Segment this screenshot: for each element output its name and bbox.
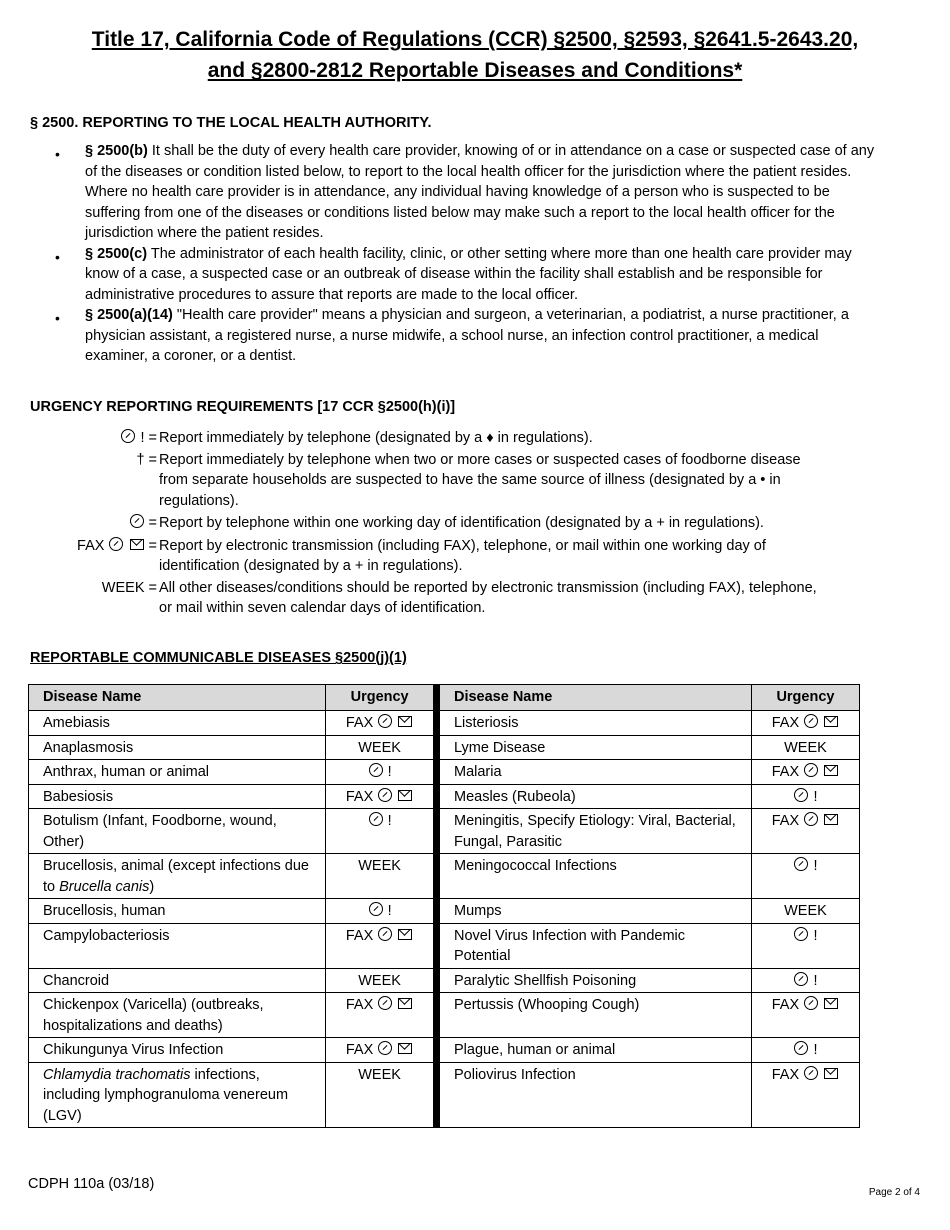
col-urgency: Urgency	[326, 685, 434, 711]
legend-text: All other diseases/conditions should be reported by electronic transmission (including FAX), telephone, or mail within seven calendar days of identification.	[159, 579, 817, 616]
urgency-cell	[326, 784, 434, 809]
document-title	[30, 24, 920, 86]
urgency-fax: FAX	[345, 1042, 374, 1058]
urgency-cell	[751, 1038, 859, 1063]
urgency-immediate: !	[387, 813, 392, 829]
page-number: Page 2 of 4	[868, 1187, 920, 1198]
urgency-fax: FAX	[771, 813, 800, 829]
disease-name-cell: Mumps	[439, 899, 751, 924]
envelope-icon	[398, 929, 412, 940]
phone-icon	[109, 537, 123, 551]
legend-text: Report immediately by telephone when two or more cases or suspected cases of foodborne disease from separate households are suspected to have the same source of illness (designated by a • in regulations).	[159, 451, 801, 509]
table-row	[29, 784, 860, 809]
envelope-icon	[824, 765, 838, 776]
envelope-icon	[824, 998, 838, 1009]
urgency-fax: FAX	[771, 764, 800, 780]
phone-icon	[378, 714, 392, 728]
disease-text: )	[149, 878, 155, 895]
disease-name-cell: Plague, human or animal	[439, 1038, 751, 1063]
envelope-icon	[398, 716, 412, 727]
disease-name-cell: Anthrax, human or animal	[29, 760, 326, 785]
disease-text-italic: Brucella canis	[59, 878, 150, 895]
urgency-cell	[326, 809, 434, 854]
envelope-icon	[130, 539, 144, 550]
bullet-ref: § 2500(b)	[85, 143, 148, 159]
legend-row	[30, 536, 830, 577]
phone-icon	[378, 1041, 392, 1055]
disease-name-cell: Malaria	[439, 760, 751, 785]
table-row	[29, 1062, 860, 1128]
phone-icon	[130, 514, 144, 528]
urgency-cell	[326, 760, 434, 785]
legend-key-text: FAX	[77, 537, 109, 554]
legend-text: Report by electronic transmission (including FAX), telephone, or mail within one working day of identification (designated by a + in regulations).	[159, 537, 766, 574]
envelope-icon	[398, 790, 412, 801]
table-row	[29, 854, 860, 899]
section-2500-heading: § 2500. REPORTING TO THE LOCAL HEALTH AUTHORITY.	[30, 115, 432, 131]
legend-text: Report immediately by telephone (designated by a ♦ in regulations).	[159, 430, 593, 446]
table-body	[29, 711, 860, 1128]
phone-icon	[794, 857, 808, 871]
phone-icon	[369, 812, 383, 826]
phone-icon	[804, 763, 818, 777]
disease-text-italic: Chlamydia trachomatis	[43, 1066, 191, 1083]
urgency-immediate: !	[387, 903, 392, 919]
urgency-cell	[751, 809, 859, 854]
urgency-fax: FAX	[345, 997, 374, 1013]
disease-name-cell: Listeriosis	[439, 711, 751, 736]
table-row	[29, 711, 860, 736]
table-row	[29, 735, 860, 760]
envelope-icon	[824, 1068, 838, 1079]
urgency-cell	[751, 735, 859, 760]
envelope-icon	[398, 1043, 412, 1054]
disease-name-cell: Meningococcal Infections	[439, 854, 751, 899]
urgency-cell	[326, 854, 434, 899]
urgency-cell	[326, 711, 434, 736]
disease-name-cell: Chickenpox (Varicella) (outbreaks, hospitalizations and deaths)	[29, 993, 326, 1038]
urgency-cell	[751, 784, 859, 809]
urgency-cell	[326, 735, 434, 760]
phone-icon	[121, 429, 135, 443]
legend-key-text: =	[144, 537, 157, 554]
urgency-cell	[326, 1062, 434, 1128]
disease-name-cell: Amebiasis	[29, 711, 326, 736]
urgency-week: WEEK	[358, 1066, 401, 1083]
urgency-cell	[751, 854, 859, 899]
urgency-fax: FAX	[771, 1066, 800, 1083]
table-row	[29, 923, 860, 968]
urgency-cell	[326, 1038, 434, 1063]
disease-name-cell: Measles (Rubeola)	[439, 784, 751, 809]
section-2500-bullets	[55, 141, 885, 367]
urgency-week: WEEK	[784, 903, 827, 919]
disease-text: Brucellosis, animal (except infections due to	[43, 858, 309, 895]
disease-name-cell: Meningitis, Specify Etiology: Viral, Bacterial, Fungal, Parasitic	[439, 809, 751, 854]
urgency-cell	[751, 711, 859, 736]
phone-icon	[794, 1041, 808, 1055]
urgency-week: WEEK	[358, 858, 401, 874]
bullet-text: The administrator of each health facility, clinic, or other setting where more than one health care provider may know of a case, a suspected case or an outbreak of disease within the facility shall establish and be responsible for administrative procedures to assure that reports are made to the local officer.	[85, 245, 852, 303]
title-line-1: Title 17, California Code of Regulations (CCR) §2500, §2593, §2641.5-2643.20,	[91, 28, 859, 51]
bullet-2500c	[55, 244, 885, 306]
reportable-diseases-table	[28, 684, 860, 1128]
disease-name-cell: Paralytic Shellfish Poisoning	[439, 968, 751, 993]
urgency-cell	[326, 993, 434, 1038]
legend-key	[30, 536, 159, 577]
phone-icon	[804, 714, 818, 728]
urgency-week: WEEK	[358, 739, 401, 756]
legend-row	[30, 450, 830, 512]
legend-key-text: =	[144, 515, 157, 531]
legend-key: † =	[136, 451, 157, 468]
urgency-fax: FAX	[771, 997, 800, 1013]
urgency-immediate: !	[813, 858, 818, 874]
col-disease-name: Disease Name	[29, 685, 326, 711]
phone-icon	[369, 763, 383, 777]
urgency-immediate: !	[813, 1042, 818, 1058]
urgency-cell	[326, 923, 434, 968]
disease-name-cell: Lyme Disease	[439, 735, 751, 760]
bullet-ref: § 2500(a)(14)	[85, 307, 173, 323]
urgency-week: WEEK	[358, 972, 401, 989]
urgency-cell	[751, 760, 859, 785]
disease-name-cell: Poliovirus Infection	[439, 1062, 751, 1128]
legend-row	[30, 513, 830, 534]
legend-key-text: ! =	[136, 430, 157, 446]
disease-name-cell: Campylobacteriosis	[29, 923, 326, 968]
urgency-cell	[751, 923, 859, 968]
legend-key: WEEK =	[101, 579, 157, 596]
urgency-cell	[326, 899, 434, 924]
bullet-ref: § 2500(c)	[85, 245, 148, 262]
table-row	[29, 809, 860, 854]
disease-name-cell: Chikungunya Virus Infection	[29, 1038, 326, 1063]
disease-name-cell: Pertussis (Whooping Cough)	[439, 993, 751, 1038]
bullet-text: "Health care provider" means a physician and surgeon, a veterinarian, a podiatrist, a nurse practitioner, a physician assistant, a registered nurse, a nurse midwife, a school nurse, an infection control practitioner, a medical examiner, a coroner, or a dentist.	[85, 307, 849, 364]
table-row	[29, 968, 860, 993]
phone-icon	[804, 996, 818, 1010]
table-row	[29, 760, 860, 785]
urgency-immediate: !	[813, 788, 818, 805]
phone-icon	[794, 927, 808, 941]
urgency-fax: FAX	[345, 927, 374, 944]
urgency-fax: FAX	[345, 715, 374, 731]
phone-icon	[794, 788, 808, 802]
urgency-heading: URGENCY REPORTING REQUIREMENTS [17 CCR §2500(h)(i)]	[30, 399, 456, 415]
envelope-icon	[398, 998, 412, 1009]
bullet-text: It shall be the duty of every health care provider, knowing of or in attendance on a case or suspected case of any of the diseases or condition listed below, to report to the local health officer for the jurisdiction where the patient resides. Where no health care provider is in attendance, any individual having knowledge of a person who is suspected to be suffering from one of the diseases or conditions listed below may make such a report to the local health officer for the jurisdiction where the patient resides.	[85, 143, 875, 241]
disease-name-cell: Anaplasmosis	[29, 735, 326, 760]
disease-name-cell: Babesiosis	[29, 784, 326, 809]
urgency-immediate: !	[813, 972, 818, 989]
disease-name-cell: Novel Virus Infection with Pandemic Potential	[439, 923, 751, 968]
table-row	[29, 1038, 860, 1063]
disease-name-cell: Brucellosis, human	[29, 899, 326, 924]
col-urgency: Urgency	[751, 685, 859, 711]
table-row	[29, 993, 860, 1038]
phone-icon	[804, 1066, 818, 1080]
phone-icon	[804, 812, 818, 826]
legend-key	[30, 428, 159, 449]
urgency-fax: FAX	[345, 788, 374, 805]
disease-name-cell: Chancroid	[29, 968, 326, 993]
col-disease-name: Disease Name	[439, 685, 751, 711]
urgency-cell	[751, 1062, 859, 1128]
table-header-row	[29, 685, 860, 711]
disease-text: infections, including lymphogranuloma venereum (LGV)	[43, 1066, 289, 1124]
diseases-heading: REPORTABLE COMMUNICABLE DISEASES §2500(j)(1)	[30, 650, 407, 666]
urgency-week: WEEK	[784, 739, 827, 756]
phone-icon	[378, 788, 392, 802]
disease-name-cell: Botulism (Infant, Foodborne, wound, Other)	[29, 809, 326, 854]
phone-icon	[794, 972, 808, 986]
disease-name-cell	[29, 1062, 326, 1128]
bullet-2500b	[55, 141, 885, 244]
urgency-cell	[751, 993, 859, 1038]
legend-row	[30, 578, 830, 619]
legend-text: Report by telephone within one working day of identification (designated by a + in regulations).	[159, 515, 764, 531]
disease-name-cell	[29, 854, 326, 899]
urgency-immediate: !	[813, 927, 818, 944]
table-row	[29, 899, 860, 924]
urgency-cell	[326, 968, 434, 993]
urgency-immediate: !	[387, 764, 392, 780]
phone-icon	[369, 902, 383, 916]
form-number: CDPH 110a (03/18)	[28, 1176, 155, 1192]
urgency-fax: FAX	[771, 715, 800, 731]
legend-key	[30, 513, 159, 534]
legend-row	[30, 428, 830, 449]
bullet-2500a14	[55, 305, 885, 367]
urgency-legend	[30, 428, 830, 620]
envelope-icon	[824, 814, 838, 825]
phone-icon	[378, 996, 392, 1010]
urgency-cell	[751, 899, 859, 924]
phone-icon	[378, 927, 392, 941]
title-line-2: and §2800-2812 Reportable Diseases and Conditions*	[207, 59, 743, 82]
envelope-icon	[824, 716, 838, 727]
urgency-cell	[751, 968, 859, 993]
